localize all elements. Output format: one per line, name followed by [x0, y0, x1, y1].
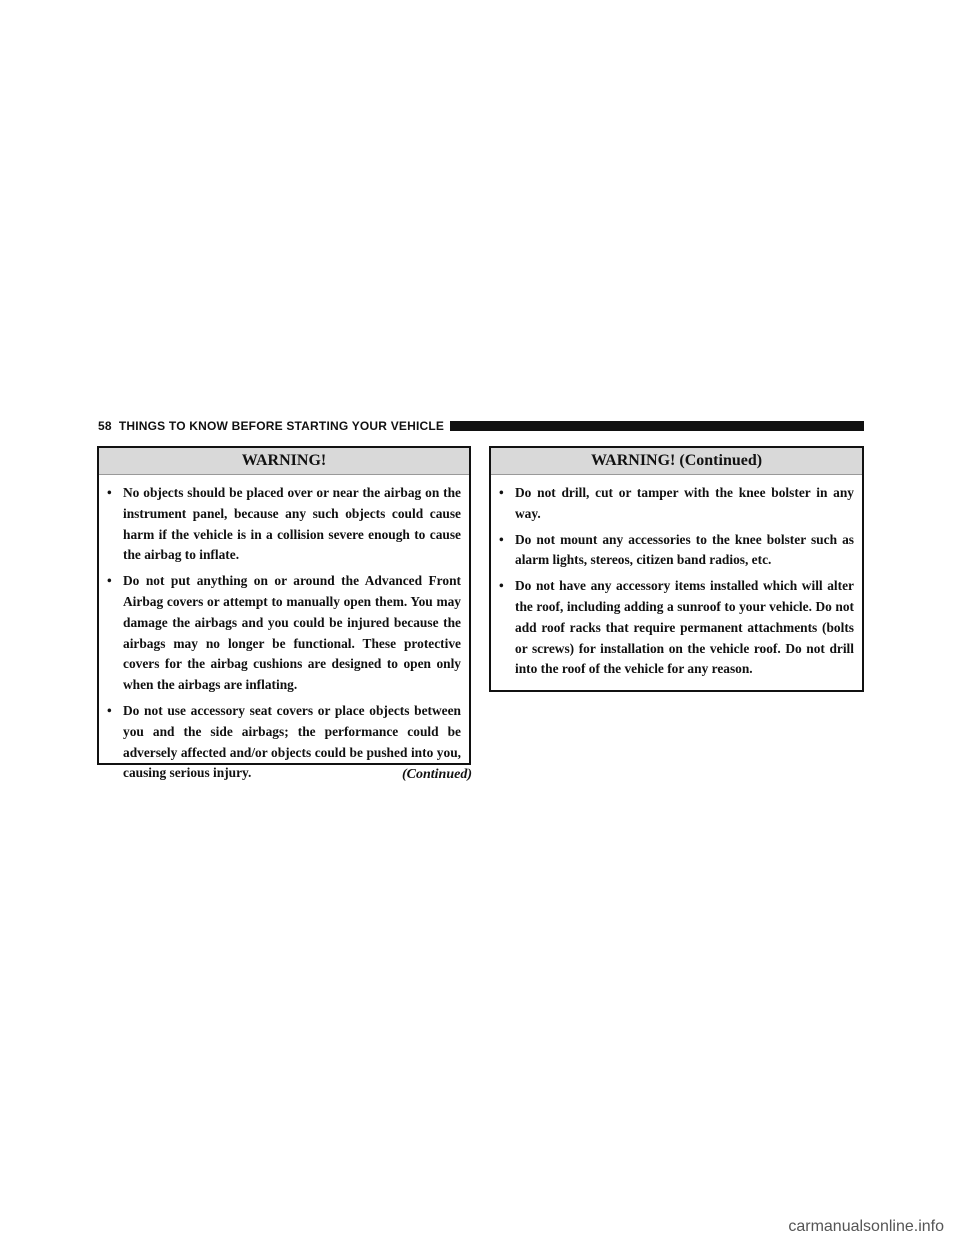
warning-list: [99, 475, 469, 784]
warning-list: [491, 475, 862, 680]
warning-item-text: Do not have any accessory items installed which will alter the roof, including adding a sunroof to your vehicle. Do not add roof racks that require permanent attachments (bolts or screws) for installation on the vehicle roof. Do not drill into the roof of the vehicle for any reason.: [515, 578, 854, 677]
continued-note: (Continued): [401, 767, 472, 782]
page-header-text: [98, 419, 450, 433]
page-number: 58: [98, 419, 112, 433]
bullet-icon: •: [499, 578, 504, 594]
page-header: [98, 419, 864, 433]
bullet-icon: •: [107, 485, 112, 500]
warning-item-text: Do not use accessory seat covers or place objects between you and the side airbags; the performance could be adversely affected and/or objects could be pushed into you, causing serious injury.: [123, 702, 461, 781]
warning-item: [499, 530, 854, 572]
warning-item-text: Do not drill, cut or tamper with the knee bolster in any way.: [515, 485, 854, 521]
bullet-icon: •: [499, 531, 504, 547]
warning-item-text: Do not put anything on or around the Advanced Front Airbag covers or attempt to manually open them. You may damage the airbags and you could be injured because the airbags may no longer be functional. These protective covers for the airbag cushions are designed to open only when the airbags are inflating.: [123, 573, 461, 693]
warning-title: WARNING! (Continued): [491, 448, 862, 475]
bullet-icon: •: [107, 702, 112, 718]
warning-title: WARNING!: [99, 448, 469, 475]
warning-item: [499, 576, 854, 680]
bullet-icon: •: [499, 485, 504, 500]
watermark: carmanualsonline.info: [788, 1218, 944, 1235]
warning-item: [107, 483, 461, 566]
warning-item: [499, 483, 854, 525]
bullet-icon: •: [107, 573, 112, 589]
warning-item: [107, 571, 461, 696]
section-title: THINGS TO KNOW BEFORE STARTING YOUR VEHICLE: [118, 419, 445, 433]
header-rule: [450, 421, 864, 431]
warning-item-text: No objects should be placed over or near the airbag on the instrument panel, because any such objects could cause harm if the vehicle is in a collision severe enough to cause the airbag to inflate.: [123, 485, 461, 563]
warning-item-text: Do not mount any accessories to the knee bolster such as alarm lights, stereos, citizen band radios, etc.: [515, 531, 854, 568]
warning-box-right: [489, 446, 864, 692]
